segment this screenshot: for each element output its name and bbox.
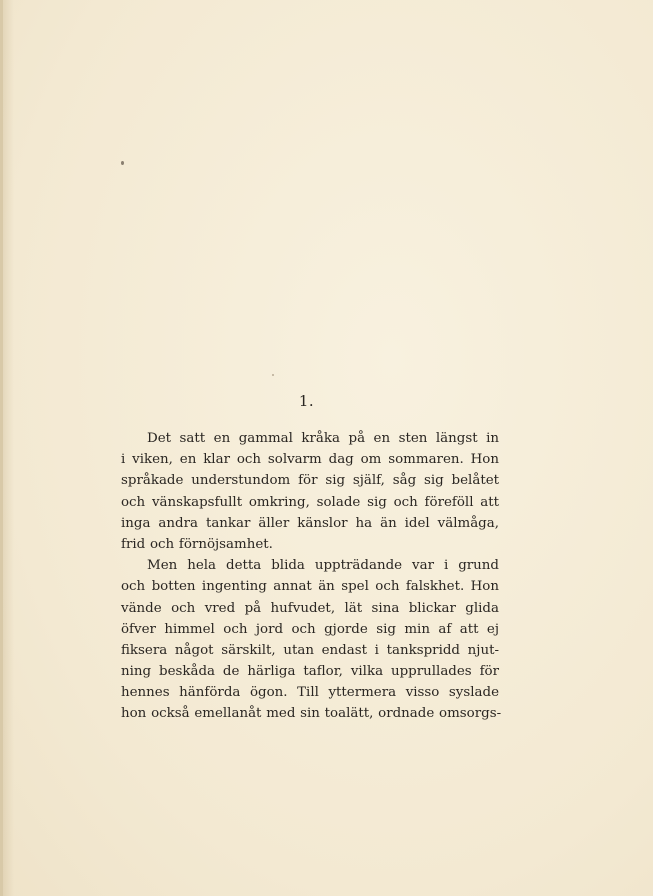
text-line: hennes hänförda ögon. Till yttermera visso syslade xyxy=(121,685,499,701)
text-line: Men hela detta blida uppträdande var i grund xyxy=(147,558,499,574)
chapter-text xyxy=(121,428,502,725)
text-line: fiksera något särskilt, utan endast i tankspridd njut- xyxy=(121,642,499,658)
text-line: Det satt en gammal kråka på en sten längst in xyxy=(147,431,499,446)
text-line: ning beskåda de härliga taflor, vilka upprullades för xyxy=(121,664,499,680)
text-line: inga andra tankar äller känslor ha än idel välmåga, xyxy=(121,515,499,531)
text-line: frid och förnöjsamhet. xyxy=(121,536,273,552)
chapter-number: 1. xyxy=(298,392,315,410)
text-line: vände och vred på hufvudet, lät sina blickar glida xyxy=(121,600,499,616)
text-line: och botten ingenting annat än spel och falskhet. Hon xyxy=(121,579,499,595)
ink-speck xyxy=(121,161,124,165)
ink-speck xyxy=(272,374,274,376)
text-line: och vänskapsfullt omkring, solade sig och föreföll att xyxy=(121,494,499,510)
text-line: hon också emellanåt med sin toalätt, ordnade omsorgs- xyxy=(121,706,502,722)
text-line: öfver himmel och jord och gjorde sig min af att ej xyxy=(121,621,499,637)
text-line: språkade understundom för sig själf, såg sig belåtet xyxy=(121,473,499,489)
page-binding-edge xyxy=(0,0,3,896)
text-line: i viken, en klar och solvarm dag om sommaren. Hon xyxy=(121,452,499,468)
